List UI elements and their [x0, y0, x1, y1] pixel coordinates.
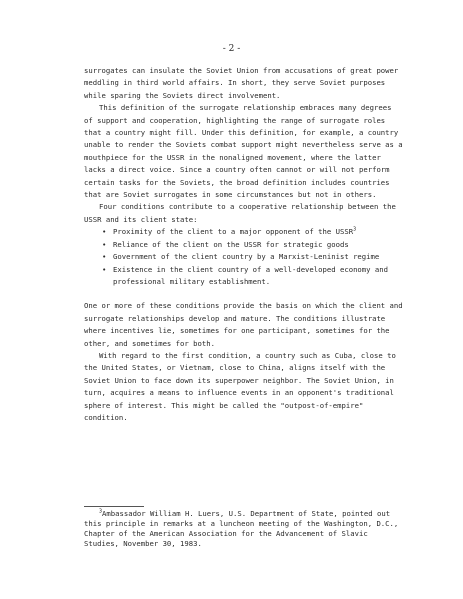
list-item-text: Proximity of the client to a major opponent of the USSR — [113, 227, 354, 237]
footnote — [84, 509, 404, 549]
bullet-icon: • — [102, 252, 107, 262]
list-item-text: Government of the client country by a Marxist-Leninist regime — [113, 252, 380, 262]
footnote-text-line — [84, 509, 404, 549]
footnote-ref: 3 — [353, 226, 357, 233]
body-text — [84, 65, 404, 424]
paragraph-1: surrogates can insulate the Soviet Union from accusations of great power meddling in third world affairs. In short, they serve Soviet purposes while sparing the Soviets direct involvement. — [84, 66, 399, 100]
footnote-text: Ambassador William H. Luers, U.S. Department of State, pointed out this principle in remarks at a luncheon meeting of the Washington, D.C., Chapter of the American Association for the Advancement of Slavic Studies, November 30, 1983. — [84, 509, 399, 548]
list-item-text: Existence in the client country of a well-developed economy and professional military establishment. — [113, 264, 388, 286]
bullet-icon: • — [102, 264, 107, 274]
bullet-icon: • — [102, 227, 107, 237]
paragraph-2: This definition of the surrogate relationship embraces many degrees of support and cooperation, highlighting the range of surrogate roles that a country might fill. Under this definition, for example, a country unable to render the Soviets combat support might nevertheless serve as a mouthpiece for the USSR in the nonaligned movement, where the latter lacks a direct voice. Since a country often cannot or will not perform certain tasks for the Soviets, the broad definition includes countries that are Soviet surrogates in some circumstances but not in others. — [84, 103, 403, 200]
page-number: - 2 - — [222, 44, 241, 54]
list-item — [84, 226, 404, 238]
footnote-divider — [84, 506, 144, 507]
paragraph-3: Four conditions contribute to a cooperative relationship between the USSR and its client state: — [84, 202, 396, 224]
footnote-marker: 3 — [99, 508, 103, 515]
conditions-list — [84, 226, 404, 288]
paragraph-4: One or more of these conditions provide the basis on which the client and surrogate relationships develop and mature. The conditions illustrate where incentives lie, sometimes for one participant, sometimes for the other, and sometimes for both. — [84, 301, 403, 348]
list-item — [84, 264, 404, 289]
list-item — [84, 239, 404, 251]
list-item-text: Reliance of the client on the USSR for strategic goods — [113, 239, 349, 249]
paragraph-5: With regard to the first condition, a country such as Cuba, close to the United States, or Vietnam, close to China, aligns itself with the Soviet Union to face down its superpower neighbor. The Soviet Union, in turn, acquires a means to influence events in an opponent's traditional sphere of interest. This might be called the "outpost-of-empire" condition. — [84, 350, 396, 422]
bullet-icon: • — [102, 239, 107, 249]
list-item — [84, 251, 404, 263]
